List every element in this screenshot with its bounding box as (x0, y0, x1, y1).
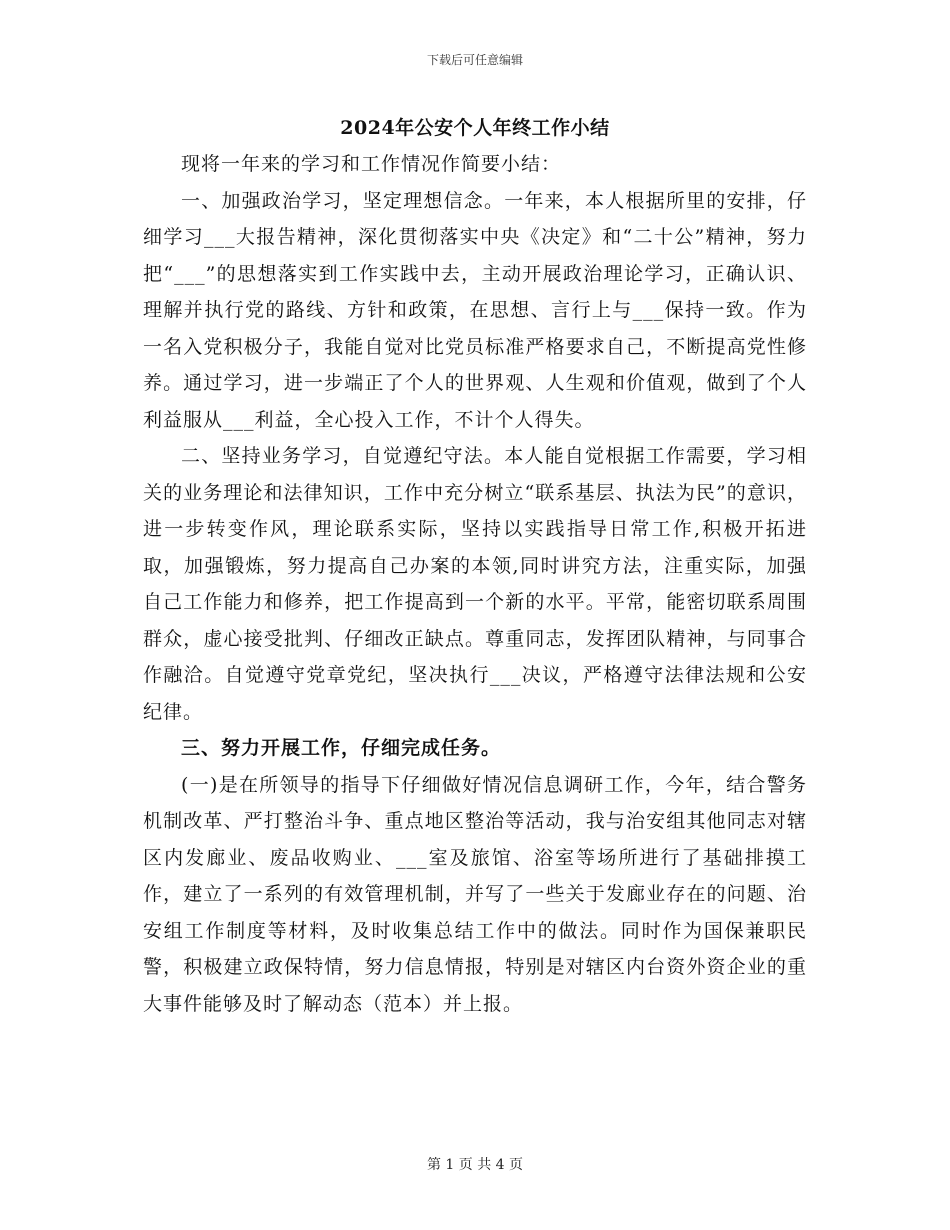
document-body (143, 146, 807, 1022)
section-2-paragraph: 二、坚持业务学习，自觉遵纪守法。本人能自觉根据工作需要，学习相关的业务理论和法律知识，工作中充分树立“联系基层、执法为民”的意识，进一步转变作风，理论联系实际，坚持以实践指导日常工作,积极开拓进取，加强锻炼，努力提高自己办案的本领,同时讲究方法，注重实际，加强自己工作能力和修养，把工作提高到一个新的水平。平常，能密切联系周围群众，虚心接受批判、仔细改正缺点。尊重同志，发挥团队精神，与同事合作融洽。自觉遵守党章党纪，坚决执行___决议，严格遵守法律法规和公安纪律。 (143, 445, 807, 723)
section-3-heading: 三、努力开展工作，仔细完成任务。 (181, 737, 502, 759)
section-1-paragraph: 一、加强政治学习，坚定理想信念。一年来，本人根据所里的安排，仔细学习___大报告精神，深化贯彻落实中央《决定》和“二十公”精神，努力把“___”的思想落实到工作实践中去，主动开展政治理论学习，正确认识、理解并执行党的路线、方针和政策，在思想、言行上与___保持一致。作为一名入党积极分子，我能自觉对比党员标准严格要求自己，不断提高党性修养。通过学习，进一步端正了个人的世界观、人生观和价值观，做到了个人利益服从___利益，全心投入工作，不计个人得失。 (143, 189, 807, 431)
page-header: 下载后可任意编辑 (426, 53, 523, 67)
intro-paragraph: 现将一年来的学习和工作情况作简要小结： (181, 153, 562, 175)
section-3-item-1-paragraph: (一)是在所领导的指导下仔细做好情况信息调研工作，今年，结合警务机制改革、严打整治斗争、重点地区整治等活动，我与治安组其他同志对辖区内发廊业、废品收购业、___室及旅馆、浴室等场所进行了基础排摸工作，建立了一系列的有效管理机制，并写了一些关于发廊业存在的问题、治安组工作制度等材料，及时收集总结工作中的做法。同时作为国保兼职民警，积极建立政保特情，努力信息情报，特别是对辖区内台资外资企业的重大事件能够及时了解动态（范本）并上报。 (143, 773, 807, 1015)
document-title: 2024年公安个人年终工作小结 (340, 117, 610, 139)
page-footer: 第 1 页 共 4 页 (426, 1157, 524, 1173)
